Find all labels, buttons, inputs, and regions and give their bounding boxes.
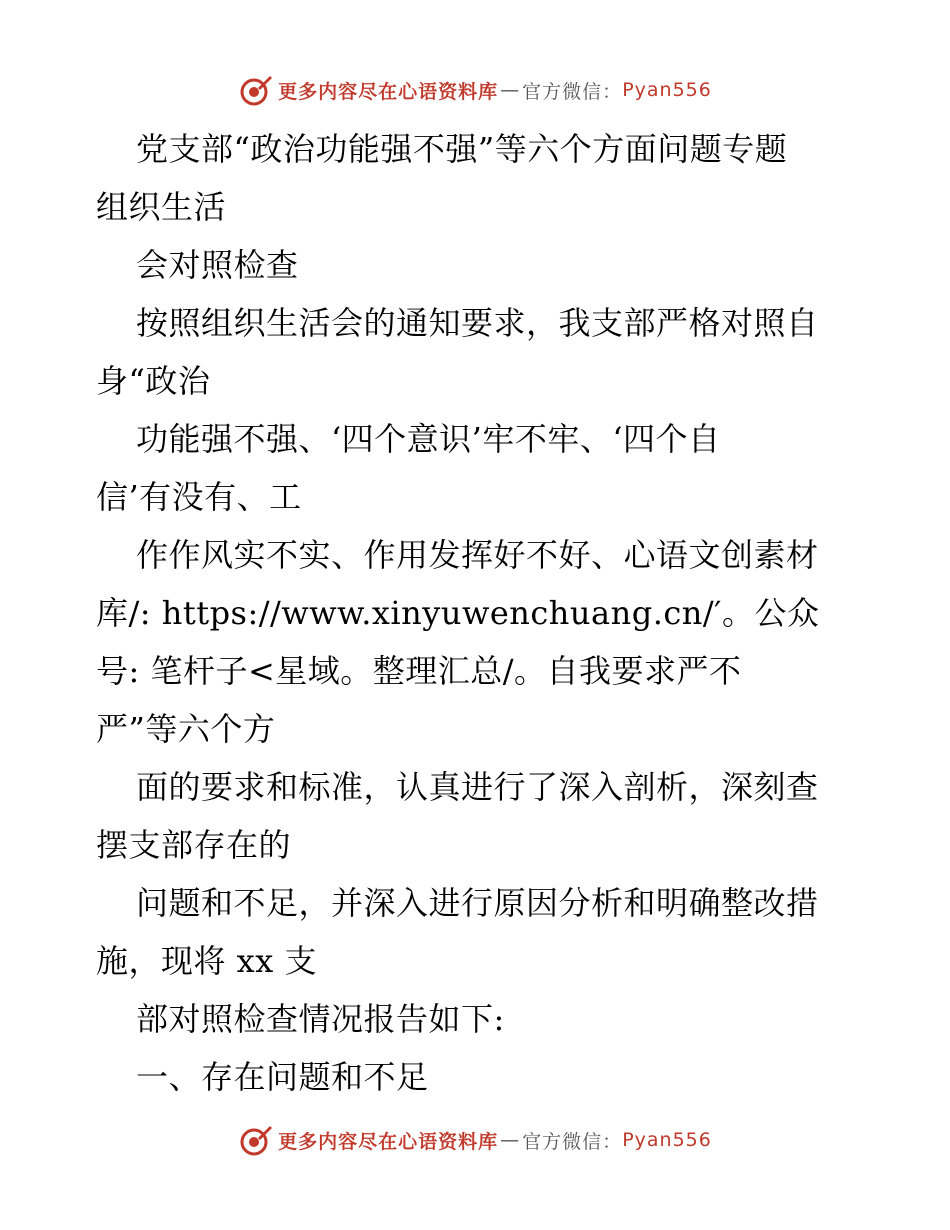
text-line: 库/: https://www.xinyuwenchuang.cn/′。公众 (96, 594, 820, 632)
text-line: 一、存在问题和不足 (136, 1058, 429, 1096)
banner-text (278, 77, 712, 104)
text-line: 组织生活 (96, 188, 227, 226)
text-line: 号: 笔杆子<星域。整理汇总/。自我要求严不 (96, 652, 742, 690)
text-line: 严”等六个方 (96, 710, 276, 748)
banner-main-text: 更多内容尽在心语资料库 (278, 1130, 499, 1153)
text-line: 施，现将 xx 支 (96, 942, 317, 980)
text-line: 党支部“政治功能强不强”等六个方面问题专题 (136, 130, 788, 168)
text-line: 信’有没有、工 (96, 478, 302, 516)
pen-logo-icon (238, 1122, 274, 1158)
text-line: 身“政治 (96, 362, 211, 400)
banner-main-text: 更多内容尽在心语资料库 (278, 80, 499, 103)
text-line: 摆支部存在的 (96, 826, 292, 864)
banner-dash: — (500, 1129, 521, 1151)
banner-contact-label: 官方微信： (522, 80, 623, 103)
footer-banner (0, 1120, 950, 1160)
text-line: 作作风实不实、作用发挥好不好、心语文创素材 (136, 536, 819, 574)
text-line: 按照组织生活会的通知要求，我支部严格对照自 (136, 304, 819, 342)
document-body (96, 120, 886, 1106)
text-line: 会对照检查 (136, 246, 299, 284)
pen-logo-icon (238, 72, 274, 108)
banner-text (278, 1127, 712, 1154)
banner-contact-label: 官方微信： (522, 1130, 623, 1153)
text-line: 面的要求和标准，认真进行了深入剖析，深刻查 (136, 768, 819, 806)
header-banner (0, 70, 950, 110)
text-line: 问题和不足，并深入进行原因分析和明确整改措 (136, 884, 819, 922)
banner-wechat-id: Pyan556 (622, 1129, 712, 1151)
text-line: 部对照检查情况报告如下: (136, 1000, 505, 1038)
text-line: 功能强不强、‘四个意识’牢不牢、‘四个自 (136, 420, 721, 458)
banner-wechat-id: Pyan556 (622, 79, 712, 101)
banner-dash: — (500, 79, 521, 101)
